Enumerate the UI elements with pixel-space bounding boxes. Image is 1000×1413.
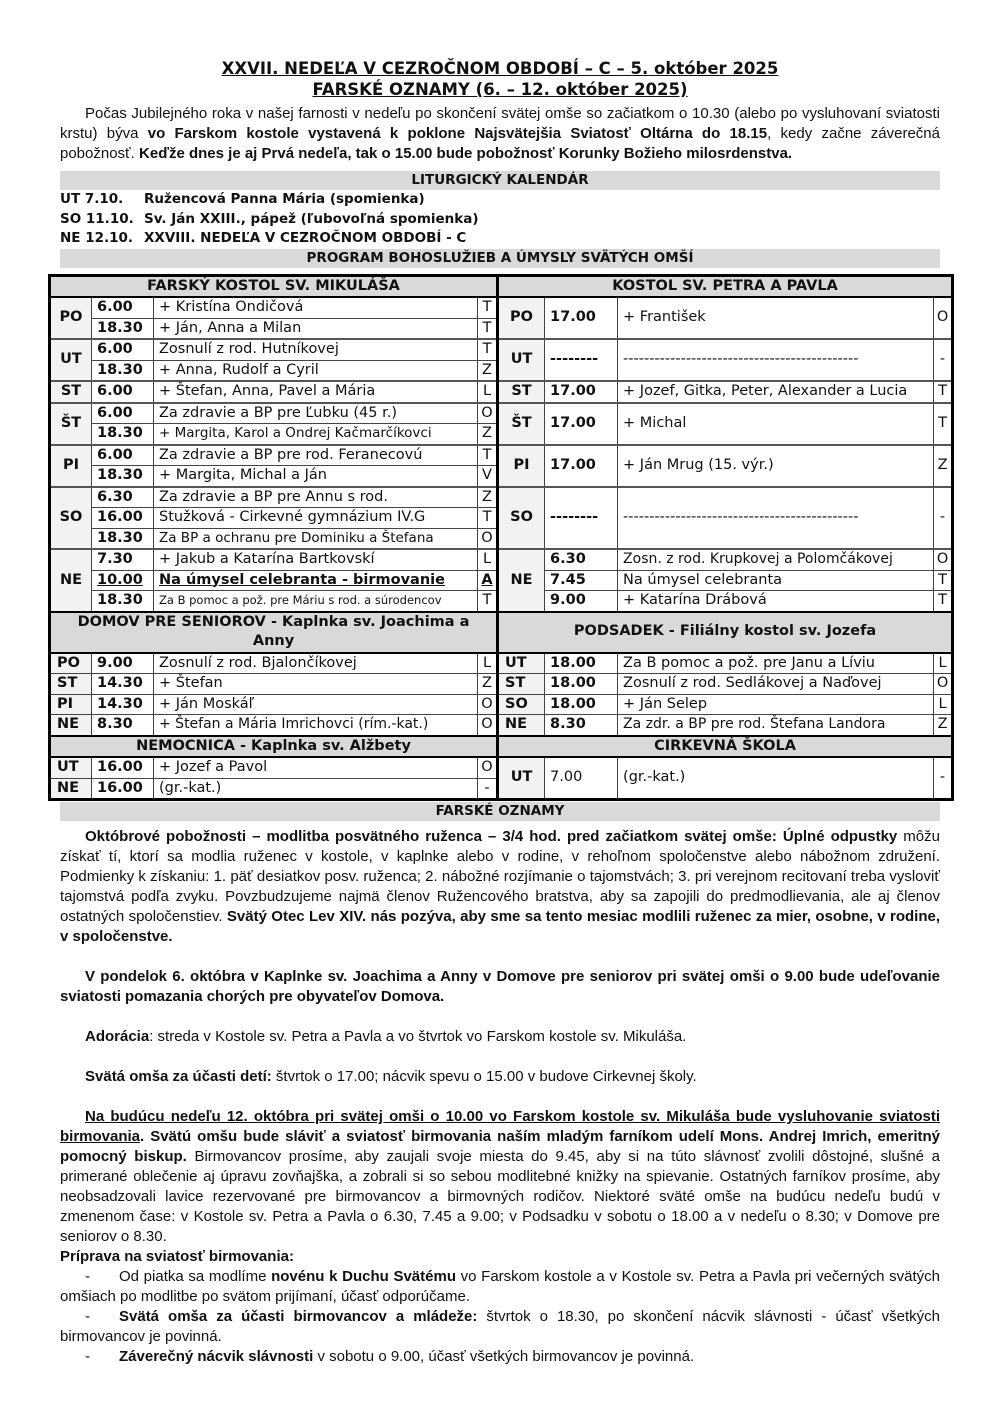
day-cell: PI — [498, 445, 545, 487]
day-cell: PI — [50, 694, 92, 715]
day-cell: PI — [50, 445, 92, 487]
intention-cell: Za B pomoc a pož. pre Janu a Líviu — [618, 653, 934, 674]
code-cell: T — [934, 403, 953, 445]
time-cell: 18.00 — [545, 674, 618, 695]
confirmation-body: Birmovancov prosíme, aby zaujali svoje miesta do 9.45, aby si na túto slávnosť zvolili dôstojné, slušné a primerané oblečenie aj úpravu zovňajška, a zobrali si so sebou modlitebné knižky na spievanie. Ostatných farníkov prosíme, aby neobsadzovali lavice rezervované pre birmovancov a birmovných rodičov. Niektoré sväté omše na budúcu nedeľu budú v zmenenom čase: v Kostole sv. Petra a Pavla o 6.30, 7.45 a 9.00; v Podsadku v sobotu o 18.00 a v nedeľu o 8.30; v Domove pre seniorov o 8.30. — [60, 1148, 940, 1245]
time-cell: 18.30 — [92, 466, 154, 487]
code-cell: O — [478, 528, 498, 549]
rosary-body: môžu získať tí, ktorí sa modlia ruženec v kostole, v kaplnke alebo v rodine, v rehoľnom spoločenstve alebo nábožnom združení. Podmienky k získaniu: 1. päť desiatkov posv. ruženca; 2. nábožné rozjímanie o tajomstvách; 3. pri verejnom recitovaní treba vysloviť tajomstvá podľa zvyku. Povzbudzujeme najmä členov Ružencového bratstva, aby sa zapojili do predmodlievania, ale aj členov ostatných spoločenstiev. — [60, 828, 940, 925]
prep-item — [60, 1307, 940, 1347]
intention-cell: + Ján Selep — [618, 694, 934, 715]
day-cell: PO — [50, 297, 92, 339]
intention-cell: Zosnulí z rod. Bjalončíkovej — [154, 653, 478, 674]
code-cell: - — [934, 487, 953, 550]
day-cell: ŠT — [50, 403, 92, 445]
domov-header: DOMOV PRE SENIOROV - Kaplnka sv. Joachima a Anny — [50, 612, 498, 653]
time-cell: 6.30 — [92, 487, 154, 508]
prep-post: v sobotu o 9.00, účasť všetkých birmovancov je povinná. — [313, 1348, 695, 1365]
time-cell: 14.30 — [92, 694, 154, 715]
time-cell: 16.00 — [92, 757, 154, 778]
code-cell: O — [934, 674, 953, 695]
bulletin-page — [57, 58, 949, 1367]
code-cell: O — [478, 694, 498, 715]
intention-cell: Za zdr. a BP pre rod. Štefana Landora — [618, 715, 934, 736]
confirmation-announcement — [60, 1107, 940, 1247]
prep-item — [60, 1347, 940, 1367]
time-cell: 17.00 — [545, 297, 618, 339]
adoration-label: Adorácia — [85, 1028, 150, 1045]
children-mass-label: Svätá omša za účasti detí: — [85, 1068, 272, 1085]
calendar-date: SO 11.10. — [60, 210, 134, 227]
time-cell: 17.00 — [545, 445, 618, 487]
nemocnica-header: NEMOCNICA - Kaplnka sv. Alžbety — [50, 736, 498, 758]
day-cell: ST — [50, 381, 92, 403]
podsadek-header: PODSADEK - Filiálny kostol sv. Jozefa — [498, 612, 953, 653]
prep-post: vo Farskom kostole a v Kostole sv. Petra a Pavla pri večerných svätých omšiach po modlitbe po svätom prijímaní, účasť odporúčame. — [60, 1268, 940, 1305]
adoration-announcement — [60, 1027, 940, 1047]
day-cell: ŠT — [498, 403, 545, 445]
code-cell: - — [934, 339, 953, 381]
day-cell: UT — [50, 757, 92, 778]
calendar-text: Ružencová Panna Mária (spomienka) — [144, 191, 425, 207]
day-cell: ST — [50, 674, 92, 695]
time-cell: 6.00 — [92, 381, 154, 403]
intention-cell: --------------------------------------------- — [618, 487, 934, 550]
intention-cell: Na úmysel celebranta — [618, 570, 934, 591]
confirmation-prep-heading — [60, 1247, 940, 1267]
code-cell: - — [478, 778, 498, 800]
announcements-heading: FARSKÉ OZNAMY — [60, 802, 940, 821]
day-cell: UT — [498, 757, 545, 800]
program-heading: PROGRAM BOHOSLUŽIEB A ÚMYSLY SVÄTÝCH OMŠÍ — [60, 249, 940, 268]
calendar-text: Sv. Ján XXIII., pápež (ľubovoľná spomienka) — [144, 210, 479, 227]
day-cell: ST — [498, 674, 545, 695]
intention-cell: + Ján Moskáľ — [154, 694, 478, 715]
time-cell: 6.00 — [92, 339, 154, 360]
code-cell: T — [478, 297, 498, 318]
time-cell: 7.30 — [92, 549, 154, 570]
children-mass-announcement — [60, 1067, 940, 1087]
intention-cell: + František — [618, 297, 934, 339]
time-cell: 18.30 — [92, 591, 154, 612]
time-cell: 8.30 — [545, 715, 618, 736]
time-cell: 16.00 — [92, 508, 154, 529]
intention-cell: + Jozef a Pavol — [154, 757, 478, 778]
intention-cell: + Ján, Anna a Milan — [154, 318, 478, 339]
page-title: XXVII. NEDEĽA V CEZROČNOM OBDOBÍ – C – 5. október 2025 — [221, 59, 779, 78]
intention-cell: Na úmysel celebranta - birmovanie — [154, 570, 478, 591]
day-cell: UT — [50, 339, 92, 381]
intention-cell: Za B pomoc a pož. pre Máriu s rod. a súrodencov — [154, 591, 478, 612]
calendar-item — [60, 210, 940, 230]
time-cell: -------- — [545, 339, 618, 381]
anointing-announcement — [60, 967, 940, 1007]
calendar-date: NE 12.10. — [60, 230, 134, 246]
prep-pre: Od piatka sa modlíme — [119, 1268, 272, 1285]
code-cell: O — [478, 757, 498, 778]
code-cell: Z — [934, 715, 953, 736]
code-cell: L — [478, 381, 498, 403]
time-cell: 17.00 — [545, 403, 618, 445]
time-cell: 7.45 — [545, 570, 618, 591]
code-cell: L — [478, 653, 498, 674]
prep-bold: Záverečný nácvik slávnosti — [119, 1348, 314, 1365]
code-cell: Z — [478, 487, 498, 508]
time-cell: 18.00 — [545, 694, 618, 715]
calendar-item — [60, 190, 940, 210]
intention-cell: + Margita, Karol a Ondrej Kačmarčíkovci — [154, 424, 478, 445]
intro-text: Počas Jubilejného roka v našej farnosti v nedeľu po skončení svätej omše so začiatkom o 10.30 (alebo po vysluhovaní sviatosti krstu) býva — [60, 105, 940, 142]
intro-bold-2: Keďže dnes je aj Prvá nedeľa, tak o 15.00 bude pobožnosť Korunky Božieho milosrdenstva. — [139, 145, 793, 162]
day-cell: NE — [50, 549, 92, 612]
intention-cell: (gr.-kat.) — [618, 757, 934, 800]
time-cell: 10.00 — [92, 570, 154, 591]
intention-cell: + Ján Mrug (15. výr.) — [618, 445, 934, 487]
time-cell: 18.30 — [92, 528, 154, 549]
code-cell: Z — [478, 360, 498, 381]
code-cell: T — [934, 381, 953, 403]
code-cell: T — [934, 570, 953, 591]
intention-cell: Stužková - Cirkevné gymnázium IV.G — [154, 508, 478, 529]
code-cell: O — [478, 403, 498, 424]
intention-cell: + Štefan, Anna, Pavel a Mária — [154, 381, 478, 403]
calendar-date: UT 7.10. — [60, 191, 124, 207]
code-cell: L — [478, 549, 498, 570]
intention-cell: + Jakub a Katarína Bartkovskí — [154, 549, 478, 570]
rosary-announcement — [60, 827, 940, 947]
intention-cell: + Kristína Ondičová — [154, 297, 478, 318]
code-cell: Z — [478, 674, 498, 695]
time-cell: 6.00 — [92, 297, 154, 318]
code-cell: L — [934, 694, 953, 715]
code-cell: V — [478, 466, 498, 487]
time-cell: 9.00 — [92, 653, 154, 674]
day-cell: NE — [498, 549, 545, 612]
children-mass-text: štvrtok o 17.00; nácvik spevu o 15.00 v budove Cirkevnej školy. — [271, 1068, 697, 1085]
intention-cell: --------------------------------------------- — [618, 339, 934, 381]
time-cell: 8.30 — [92, 715, 154, 736]
intention-cell: Za BP a ochranu pre Dominiku a Štefana — [154, 528, 478, 549]
intention-cell: Zosn. z rod. Krupkovej a Polomčákovej — [618, 549, 934, 570]
intention-cell: Za zdravie a BP pre Annu s rod. — [154, 487, 478, 508]
intention-cell: + Štefan a Mária Imrichovci (rím.-kat.) — [154, 715, 478, 736]
time-cell: 18.30 — [92, 424, 154, 445]
intention-cell: + Anna, Rudolf a Cyril — [154, 360, 478, 381]
confirmation-bold: . Svätú omšu bude sláviť a sviatosť birmovania naším mladým farníkom udelí Mons. Andrej Imrich, emeritný pomocný biskup. — [60, 1128, 940, 1165]
code-cell: Z — [478, 424, 498, 445]
day-cell: UT — [498, 339, 545, 381]
intention-cell: Zosnulí z rod. Sedlákovej a Naďovej — [618, 674, 934, 695]
mikulas-header: FARSKÝ KOSTOL SV. MIKULÁŠA — [50, 275, 498, 297]
intro-bold: vo Farskom kostole vystavená k poklone Najsvätejšia Sviatosť Oltárna do 18.15 — [147, 125, 768, 142]
time-cell: 17.00 — [545, 381, 618, 403]
day-cell: SO — [498, 487, 545, 550]
code-cell: A — [478, 570, 498, 591]
day-cell: NE — [50, 715, 92, 736]
time-cell: 14.30 — [92, 674, 154, 695]
code-cell: L — [934, 653, 953, 674]
calendar-item — [60, 229, 940, 249]
calendar-text: XXVIII. NEDEĽA V CEZROČNOM OBDOBÍ - C — [144, 230, 467, 246]
time-cell: 18.30 — [92, 318, 154, 339]
intention-cell: (gr.-kat.) — [154, 778, 478, 800]
intention-cell: Zosnulí z rod. Hutníkovej — [154, 339, 478, 360]
day-cell: PO — [50, 653, 92, 674]
intention-cell: + Jozef, Gitka, Peter, Alexander a Lucia — [618, 381, 934, 403]
day-cell: UT — [498, 653, 545, 674]
code-cell: O — [934, 297, 953, 339]
time-cell: 6.00 — [92, 403, 154, 424]
intention-cell: Za zdravie a BP pre rod. Feranecovú — [154, 445, 478, 466]
intention-cell: + Margita, Michal a Ján — [154, 466, 478, 487]
code-cell: Z — [934, 445, 953, 487]
time-cell: 16.00 — [92, 778, 154, 800]
intro-paragraph — [60, 104, 940, 164]
time-cell: -------- — [545, 487, 618, 550]
liturgical-calendar-heading: LITURGICKÝ KALENDÁR — [60, 171, 940, 190]
prep-bold: Svätá omša za účasti birmovancov a mládeže: — [119, 1308, 478, 1325]
intention-cell: + Štefan — [154, 674, 478, 695]
code-cell: T — [934, 591, 953, 612]
skola-header: CIRKEVNÁ ŠKOLA — [498, 736, 953, 758]
time-cell: 6.00 — [92, 445, 154, 466]
petra-header: KOSTOL SV. PETRA A PAVLA — [498, 275, 953, 297]
prep-post: štvrtok o 18.30, po skončení nácvik slávnosti - účasť všetkých birmovancov je povinná. — [60, 1308, 940, 1345]
time-cell: 18.30 — [92, 360, 154, 381]
day-cell: SO — [50, 487, 92, 550]
liturgical-calendar — [60, 190, 940, 249]
code-cell: O — [478, 715, 498, 736]
dash-bullet: - — [85, 1348, 90, 1365]
dash-bullet: - — [85, 1308, 90, 1325]
code-cell: T — [478, 591, 498, 612]
code-cell: T — [478, 445, 498, 466]
code-cell: O — [934, 549, 953, 570]
rosary-bold-end: Svätý Otec Lev XIV. nás pozýva, aby sme sa tento mesiac modlili ruženec za mier, osobne, v rodine, v spoločenstve. — [60, 908, 940, 945]
intention-cell: + Katarína Drábová — [618, 591, 934, 612]
intention-cell: Za zdravie a BP pre Ľubku (45 r.) — [154, 403, 478, 424]
prep-item — [60, 1267, 940, 1307]
prep-bold: novénu k Duchu Svätému — [271, 1268, 456, 1285]
code-cell: T — [478, 318, 498, 339]
day-cell: NE — [498, 715, 545, 736]
time-cell: 18.00 — [545, 653, 618, 674]
day-cell: NE — [50, 778, 92, 800]
code-cell: T — [478, 339, 498, 360]
prep-heading-text: Príprava na sviatosť birmovania: — [60, 1248, 294, 1265]
rosary-bold: Októbrové pobožnosti – modlitba posvätného ruženca – 3/4 hod. pred začiatkom svätej omše: Úplné odpustky — [85, 828, 898, 845]
intro-text-2: , kedy začne záverečná pobožnosť. — [60, 125, 940, 162]
time-cell: 6.30 — [545, 549, 618, 570]
day-cell: PO — [498, 297, 545, 339]
time-cell: 9.00 — [545, 591, 618, 612]
intention-cell: + Michal — [618, 403, 934, 445]
dash-bullet: - — [85, 1268, 90, 1285]
confirmation-underlined: Na budúcu nedeľu 12. októbra pri svätej omši o 10.00 vo Farskom kostole sv. Mikuláša bude vysluhovanie sviatosti birmovania — [60, 1108, 940, 1145]
day-cell: SO — [498, 694, 545, 715]
code-cell: - — [934, 757, 953, 800]
time-cell: 7.00 — [545, 757, 618, 800]
day-cell: ST — [498, 381, 545, 403]
code-cell: T — [478, 508, 498, 529]
page-subtitle: FARSKÉ OZNAMY (6. – 12. október 2025) — [312, 80, 688, 99]
mass-schedule-table — [48, 274, 954, 802]
adoration-text: : streda v Kostole sv. Petra a Pavla a vo štvrtok vo Farskom kostole sv. Mikuláša. — [149, 1028, 687, 1045]
anointing-text: V pondelok 6. októbra v Kaplnke sv. Joachima a Anny v Domove pre seniorov pri svätej omši o 9.00 bude udeľovanie sviatosti pomazania chorých pre obyvateľov Domova. — [60, 968, 940, 1005]
